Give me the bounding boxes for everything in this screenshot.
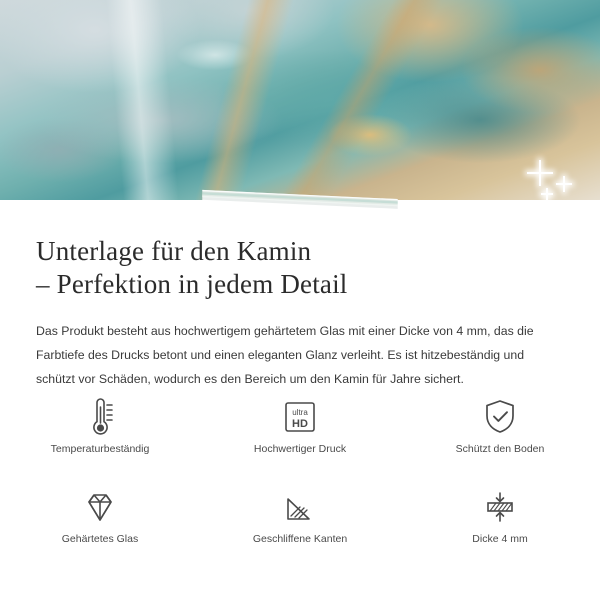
feature-item-print-quality <box>200 393 400 477</box>
polished-edges-icon <box>276 483 324 531</box>
svg-text:ultra: ultra <box>292 408 308 417</box>
headline-line-1: Unterlage für den Kamin <box>36 236 312 266</box>
description-content <box>0 215 600 391</box>
feature-item-temperature <box>0 393 200 477</box>
feature-item-polished-edges <box>200 483 400 567</box>
marble-art-glass-panel <box>0 0 600 200</box>
thermometer-icon <box>76 393 124 441</box>
feature-label: Gehärtetes Glas <box>61 533 139 545</box>
feature-label: Schützt den Boden <box>455 443 545 455</box>
feature-item-thickness <box>400 483 600 567</box>
feature-label: Dicke 4 mm <box>472 533 528 545</box>
feature-grid <box>0 393 600 567</box>
feature-label: Temperaturbeständig <box>50 443 150 455</box>
hero-image <box>0 0 600 215</box>
description-paragraph: Das Produkt besteht aus hochwertigem gehärtetem Glas mit einer Dicke von 4 mm, das die Farbtiefe des Drucks betont und einen eleganten Glanz verleiht. Es ist hitzebeständig und schützt vor Schäden, wodurch es den Bereich um den Kamin für Jahre sichert. <box>36 324 534 386</box>
ultra-hd-icon <box>276 393 324 441</box>
feature-item-floor-protection <box>400 393 600 477</box>
marble-veins-overlay <box>0 0 600 200</box>
feature-label: Geschliffene Kanten <box>252 533 348 545</box>
shield-check-icon <box>476 393 524 441</box>
svg-text:HD: HD <box>292 418 308 430</box>
feature-label: Hochwertiger Druck <box>253 443 347 455</box>
diamond-icon <box>76 483 124 531</box>
page-title <box>0 215 600 301</box>
feature-item-tempered-glass <box>0 483 200 567</box>
headline-line-2: – Perfektion in jedem Detail <box>36 269 348 299</box>
thickness-icon <box>476 483 524 531</box>
